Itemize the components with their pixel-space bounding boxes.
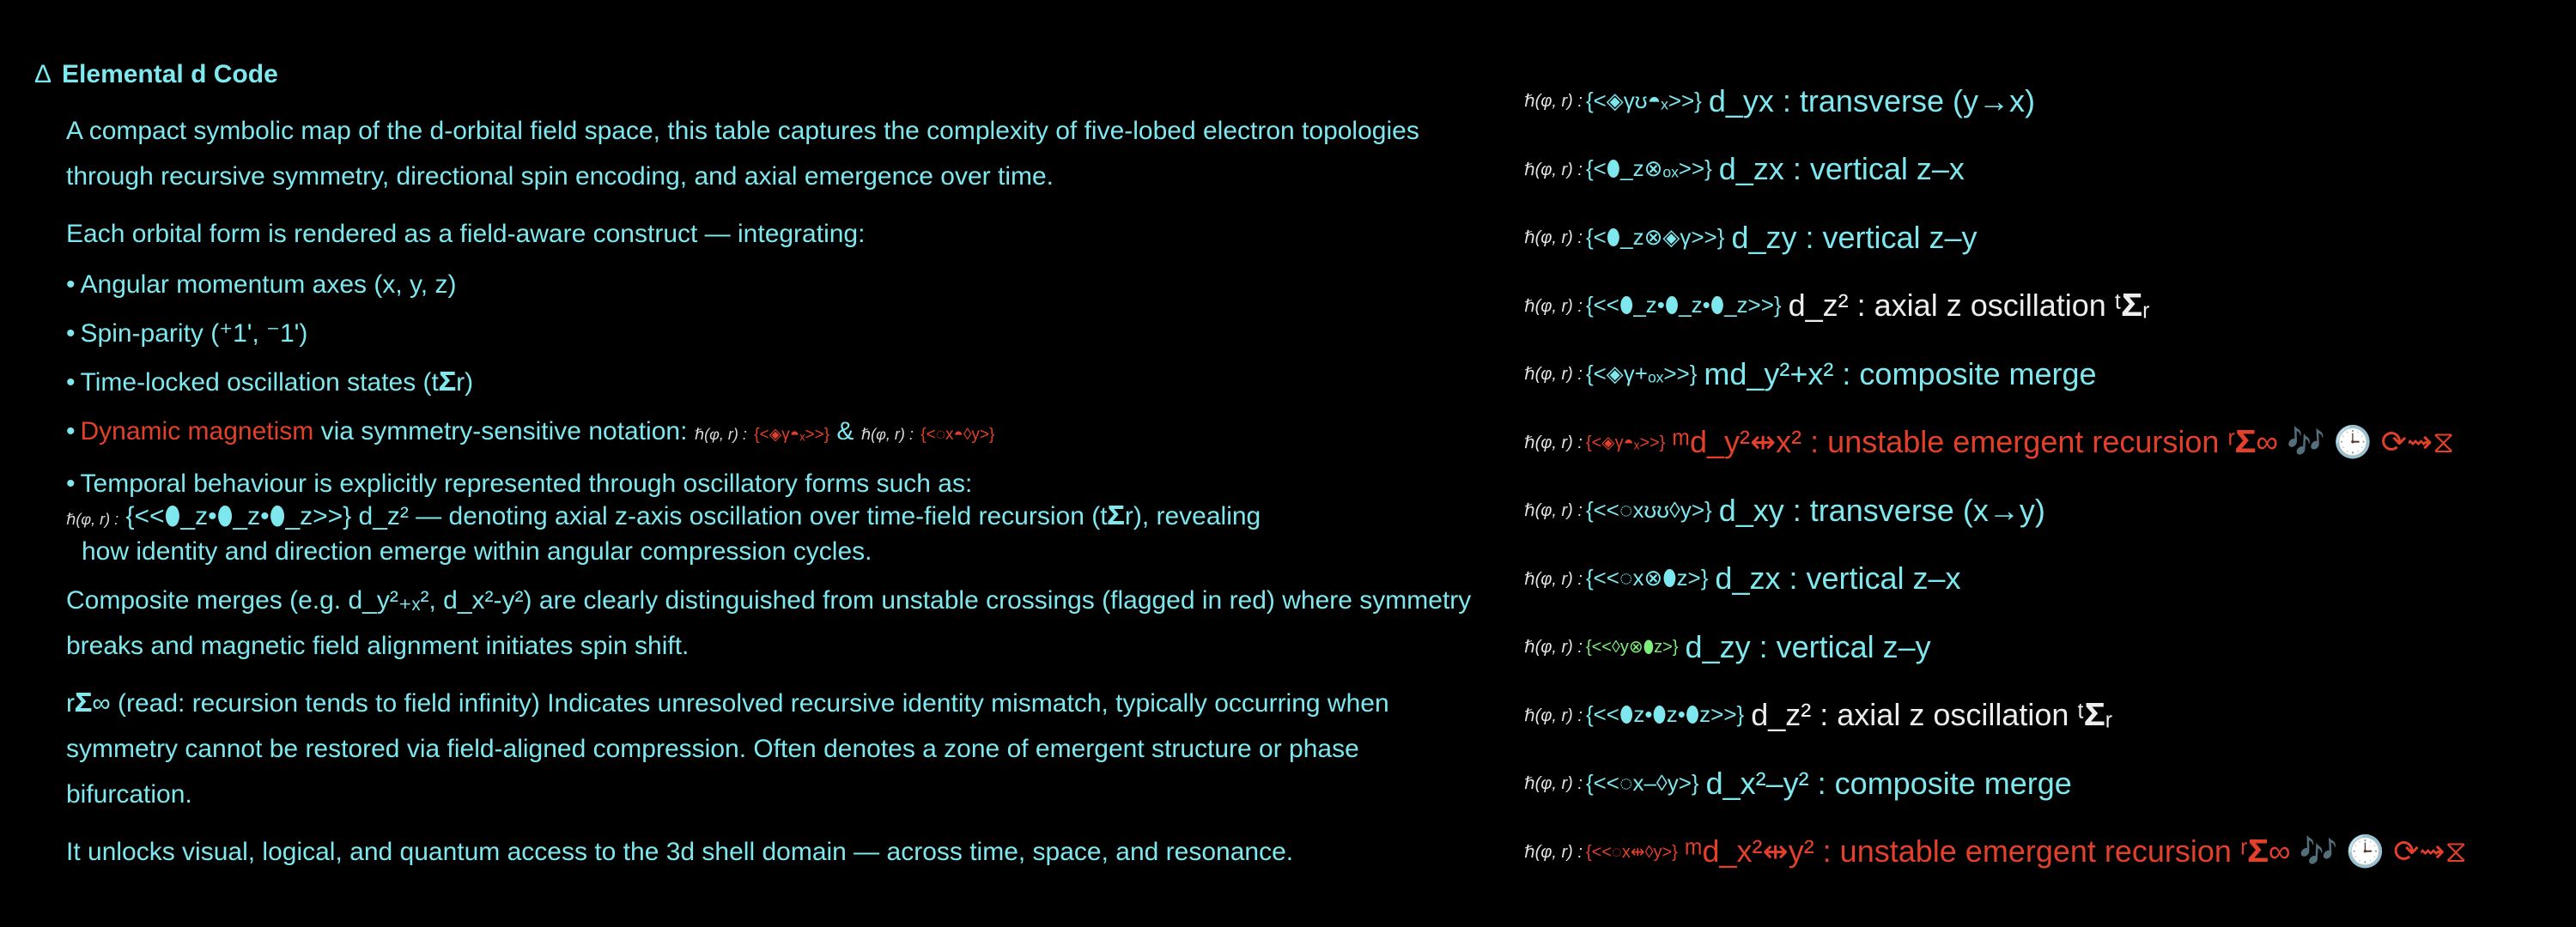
notation-code: {<<⬮_z•⬮_z•⬮_z>>} bbox=[125, 502, 352, 530]
table-row bbox=[1524, 409, 2555, 477]
hbar-label: ℏ(φ, r) : bbox=[1524, 706, 1583, 725]
orbital-label: d_yx : transverse (y→x) bbox=[1708, 82, 2035, 118]
feature-list bbox=[66, 269, 1460, 568]
list-item: • Temporal behaviour is explicitly represented through oscillatory forms such as: ℏ(φ, r) : {<<⬮_z•⬮_z•⬮_z>>} d_z² — denoting axial z-axis oscillation over time-field recursion (t𝚺r), revealing how identity and direction emerge within angular compression cycles. bbox=[66, 470, 1261, 566]
table-row bbox=[1524, 749, 2555, 818]
hbar-label: ℏ(φ, r) : bbox=[1524, 501, 1583, 521]
orbital-code: {<<◌x⇹◊y>} bbox=[1585, 842, 1678, 862]
hbar-label: ℏ(φ, r) : bbox=[1524, 842, 1583, 862]
delta-icon: Δ bbox=[34, 60, 52, 88]
table-row bbox=[1524, 818, 2555, 887]
orbital-code: {<⬮_z⊗◈γ>>} bbox=[1585, 223, 1725, 250]
orbital-code: {<<◌x⊗⬮z>} bbox=[1585, 565, 1709, 591]
orbital-label: d_xy : transverse (x→y) bbox=[1718, 492, 2045, 528]
orbital-code: {<<◊y⊗⬮z>} bbox=[1585, 638, 1679, 657]
page-title bbox=[34, 60, 1460, 89]
composite-paragraph: Composite merges (e.g. d_y²₊ₓ², d_x²-y²) are clearly distinguished from unstable crossings (flagged in red) where symmetry breaks and magnetic field alignment initiates spin shift. bbox=[66, 586, 1472, 660]
hbar-label: ℏ(φ, r) : bbox=[1524, 774, 1583, 794]
orbital-label: d_zx : vertical z–x bbox=[1718, 151, 1965, 187]
hbar-label: ℏ(φ, r) : bbox=[1524, 228, 1583, 248]
each-form-paragraph: Each orbital form is rendered as a field-aware construct — integrating: bbox=[66, 220, 866, 248]
orbital-label: d_z² : axial z oscillation ᵗ𝚺ᵣ bbox=[1751, 696, 2113, 732]
orbital-label: d_x²–y² : composite merge bbox=[1705, 765, 2072, 801]
hbar-label: ℏ(φ, r) : bbox=[1524, 365, 1583, 385]
list-item: • Spin-parity (⁺1', ⁻1') bbox=[66, 319, 308, 348]
hbar-label: ℏ(φ, r) : bbox=[1524, 92, 1583, 112]
list-item: • Time-locked oscillation states (t𝚺r) bbox=[66, 368, 474, 397]
orbital-code: {<<◌x–◊y>} bbox=[1585, 770, 1699, 797]
orbital-label: md_y²+x² : composite merge bbox=[1704, 355, 2097, 391]
hbar-label: ℏ(φ, r) : bbox=[1524, 638, 1583, 657]
intro-paragraph: A compact symbolic map of the d-orbital field space, this table captures the complexity of five-lobed electron topologies through recursive symmetry, directional spin encoding, and axial emergence over time. bbox=[66, 117, 1419, 191]
orbital-code: {<<◌xʊʊ◊y>} bbox=[1585, 497, 1712, 524]
table-row bbox=[1524, 67, 2555, 136]
orbital-label: d_zx : vertical z–x bbox=[1715, 560, 1961, 597]
notation-code: {<◈γ◓ₓ>>} bbox=[754, 426, 830, 444]
orbital-table bbox=[1524, 67, 2555, 886]
hbar-label: ℏ(φ, r) : bbox=[1524, 160, 1583, 179]
table-row bbox=[1524, 272, 2555, 341]
orbital-label: d_zy : vertical z–y bbox=[1685, 628, 1931, 664]
table-row bbox=[1524, 545, 2555, 614]
orbital-code: {<⬮_z⊗ₒₓ>>} bbox=[1585, 155, 1712, 182]
table-row bbox=[1524, 613, 2555, 682]
orbital-code: {<◈γ◓ₓ>>} bbox=[1585, 433, 1666, 452]
table-row bbox=[1524, 203, 2555, 272]
notation-code: {<◌x◓◊y>} bbox=[920, 426, 995, 444]
dynamic-magnetism-label: Dynamic magnetism bbox=[80, 417, 314, 445]
list-item: • Angular momentum axes (x, y, z) bbox=[66, 270, 457, 299]
table-row bbox=[1524, 476, 2555, 545]
orbital-label: d_z² : axial z oscillation ᵗ𝚺ᵣ bbox=[1788, 287, 2150, 323]
recursion-paragraph: r𝚺∞ (read: recursion tends to field infinity) Indicates unresolved recursive identity mismatch, typically occurring when symmetry cannot be restored via field-aligned compression. Often denotes a zone of emergent structure or phase bifurcation. bbox=[66, 689, 1389, 809]
orbital-code: {<◈γ+ₒₓ>>} bbox=[1585, 360, 1698, 387]
hbar-label: ℏ(φ, r) : bbox=[1524, 296, 1583, 316]
orbital-code: {<<⬮_z•⬮_z•⬮_z>>} bbox=[1585, 292, 1782, 318]
table-row bbox=[1524, 682, 2555, 750]
list-item: • Dynamic magnetism via symmetry-sensitive notation: ℏ(φ, r) : {<◈γ◓ₓ>>} & ℏ(φ, r) : {<◌x◓◊y>} bbox=[66, 417, 995, 445]
orbital-label: ᵐd_y²⇹x² : unstable emergent recursion ʳ𝚺∞ 🎶 🕒 ⟳⇝⧖ bbox=[1672, 423, 2455, 459]
hbar-label: ℏ(φ, r) : bbox=[1524, 433, 1583, 452]
title-text: Elemental d Code bbox=[62, 60, 278, 88]
hbar-label: ℏ(φ, r) : bbox=[1524, 569, 1583, 589]
orbital-code: {<<⬮z•⬮z•⬮z>>} bbox=[1585, 701, 1745, 728]
unlocks-paragraph: It unlocks visual, logical, and quantum access to the 3d shell domain — across time, space, and resonance. bbox=[66, 838, 1294, 866]
table-row bbox=[1524, 340, 2555, 409]
orbital-label: ᵐd_x²⇹y² : unstable emergent recursion ʳ𝚺∞ 🎶 🕒 ⟳⇝⧖ bbox=[1684, 833, 2467, 869]
orbital-label: d_zy : vertical z–y bbox=[1731, 219, 1978, 255]
description-panel bbox=[34, 60, 1472, 887]
orbital-code: {<◈γʊ◓ₓ>>} bbox=[1585, 88, 1702, 114]
table-row bbox=[1524, 136, 2555, 204]
